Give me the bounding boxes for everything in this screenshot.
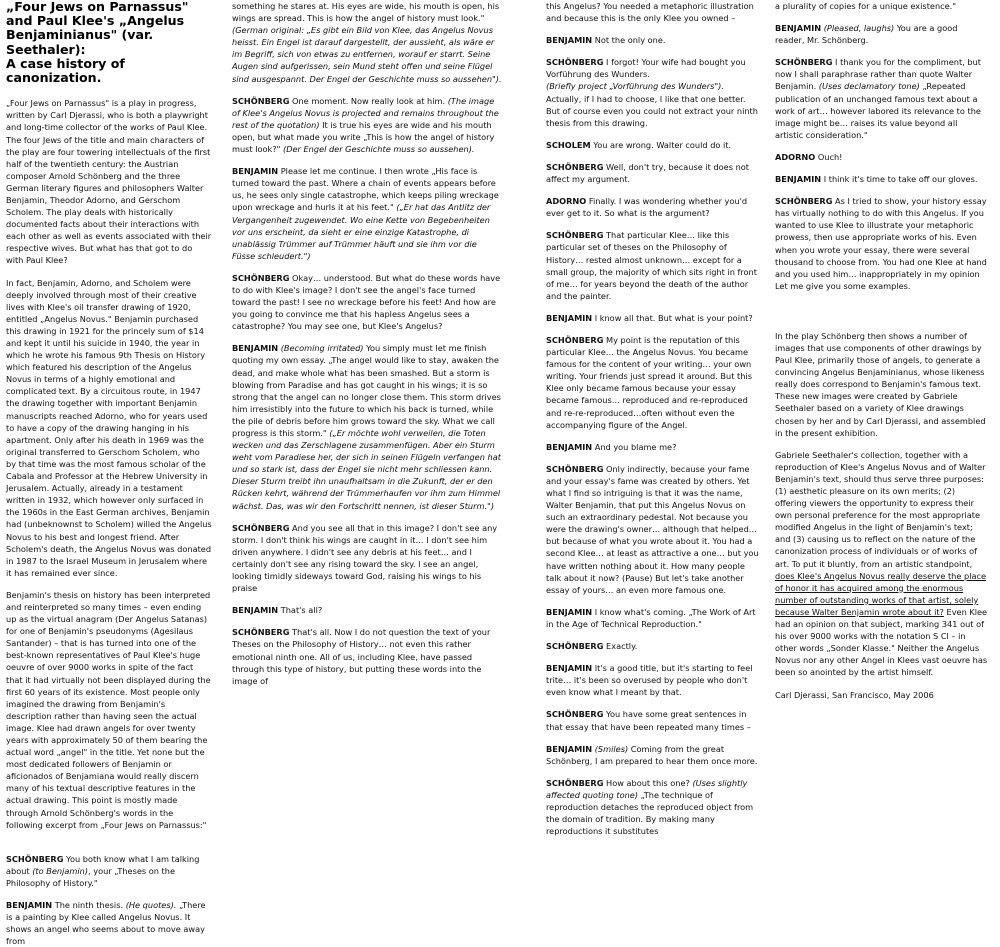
stage-direction: (to Benjamin)	[32, 865, 89, 876]
dialogue-text: Only indirectly, because your fame and your essay's fame was created by others. Yet what I find so intriguing is that it was the name, Walter Benjamin, that put this Angelus Novus on such an extraordinary pedestal. Not because you were the drawing's owner… although that helped… but because of what you wrote about it. You had a second Klee… at least as attractive a one… but you have written nothing about it. How many people talk about it now? (Pause) But let's take another essay of yours… an even more famous one.	[546, 463, 759, 595]
exhibition-paragraph: In the play Schönberg then shows a number of images that use components of other drawings by Paul Klee, primarily those of angels, to generate a convincing Angelus Benjaminianus, whose likeness really does correspond to Benjamin's famous text. These new images were created by Gabriele Seethaler based on a variety of Klee drawings chosen by her and by Carl Djerassi, and assembled in the present exhibition.	[775, 330, 986, 438]
dialogue-line	[775, 195, 988, 292]
purposes-paragraph	[775, 449, 988, 679]
paragraph-text: Gabriele Seethaler's collection, together with a reproduction of Klee's Angelus Novus and of Walter Benjamin's text, should thus serve three purposes: (1) aesthetic pleasure on its own merits; (2) offering viewers the opportunity to express their own personal preference for the most appropriate modified Angelus in the light of Benjamin's text; and (3) causing us to reflect on the nature of the canonization process of individuals or of works of art. To put it bluntly, from an artistic standpoint,	[775, 449, 986, 569]
stage-direction: (Uses slightly affected quoting tone)	[546, 777, 748, 800]
intro-paragraph: „Four Jews on Parnassus" is a play in progress, written by Carl Djerassi, who is both a playwright and long-time collector of the works of Paul Klee. The four Jews of the title and main characters of the play are four towering intellectuals of the first half of the twentieth century: the Austrian composer Arnold Schönberg and the three German literary figures and philosophers Walter Benjamin, Theodor Adorno, and Gerschom Scholem. The play deals with historically documented facts about their interactions with each other as well as events associated with their respective wives. But what has that got to do with Paul Klee?	[6, 98, 212, 266]
dialogue-continuation	[232, 0, 502, 85]
dialogue-line	[546, 463, 760, 596]
history-paragraph: In fact, Benjamin, Adorno, and Scholem were deeply involved through most of their creative lives with Klee's oil transfer drawing of 1920, entitled „Angelus Novus." Benjamin purchased this drawing in 1921 for the princely sum of $14 and kept it until his suicide in 1940, the year in which he wrote his famous 9th Thesis on History which featured his description of the Angelus Novus in terms of a highly emotional and complicated text. By a circuitous route, in 1947 the drawing together with important Benjamin manuscripts reached Adorno, who for years used to have a copy of the drawing hanging in his apartment. Only after his death in 1969 was the original transferred to Gerschom Scholem, who by that time was the most famous scholar of the Cabala and Professor at the Hebrew University in Jerusalem. Actually, already in a testament written in 1932, which however only surfaced in the 1960s in the East German archives, Benjamin had (unbeknownst to Scholem) willed the Angelus Novus to his best and longest friend. After Scholem's death, the Angelus Novus was donated in 1987 to the Israel Museum in Jerusalem where it has remained ever since.	[6, 277, 212, 578]
speaker-name: BENJAMIN	[546, 312, 593, 323]
dialogue-line	[546, 777, 760, 837]
dialogue-line	[232, 522, 502, 595]
speaker-name: BENJAMIN	[232, 605, 279, 616]
dialogue-continuation	[775, 0, 988, 12]
dialogue-text: You are a good reader, Mr. Schönberg.	[775, 23, 958, 46]
title-line-2: and Paul Klee's „Angelus	[6, 13, 185, 29]
dialogue-line	[232, 604, 502, 616]
dialogue-line	[232, 95, 502, 155]
speaker-name: BENJAMIN	[546, 743, 593, 754]
german-quote: (German original: „Es gibt ein Bild von Klee, das Angelus Novus heisst. Ein Engel ist darauf dargestellt, der aussieht, als wäre er im Begriff, sich von etwas zu entfernen, worauf er starrt. Seine Augen sind aufgerissen, sein Mund steht offen und seine Flügel sind ausgespannt. Der Engel der Geschichte muss so aussehen").	[232, 25, 502, 84]
dialogue-text: something he stares at. His eyes are wide, his mouth is open, his wings are spread. This is how the angel of history must look."	[232, 1, 500, 24]
dialogue-text: „There is a painting by Klee called Angelus Novus. It shows an angel who seems about to move away from	[6, 900, 206, 947]
dialogue-text: You have some great sentences in that essay that have been repeated many times –	[546, 709, 751, 732]
speaker-name: BENJAMIN	[775, 174, 822, 185]
dialogue-line	[232, 626, 502, 686]
dialogue-text: Coming from the great Schönberg, I am prepared to hear them once more.	[546, 743, 758, 766]
author-signature: Carl Djerassi, San Francisco, May 2006	[775, 689, 934, 700]
dialogue-text: Actually, if I had to choose, I like that one better. But of course even you could not extract your ninth thesis from this drawing.	[546, 93, 758, 128]
dialogue-text: , your „Theses on the Philosophy of History."	[6, 865, 175, 888]
dialogue-line	[546, 743, 760, 767]
speaker-name: SCHÖNBERG	[546, 641, 604, 652]
dialogue-line	[232, 272, 502, 332]
dialogue-line	[546, 139, 760, 151]
speaker-name: SCHÖNBERG	[232, 627, 290, 638]
dialogue-text: I thank you for the compliment, but now I shall paraphrase rather than quote Walter Benjamin.	[775, 57, 982, 92]
german-quote: („Er hat das Antlitz der Vergangenheit zugewendet. Wo eine Kette von Begebenheiten vor uns erscheint, da sieht er eine einzige Katastrophe, di unablässig Trümmer auf Trümmer häuft und sie ihm vor die Füsse schleudert.")	[232, 202, 491, 261]
speaker-name: SCHÖNBERG	[546, 334, 604, 345]
dialogue-text: Not the only one.	[594, 35, 666, 46]
dialogue-text: Well, don't try, because it does not affect my argument.	[546, 161, 749, 185]
thesis-paragraph: Benjamin's thesis on history has been interpreted and reinterpreted so many times – even ending up as the virtual anagram (Der Angelus Satanas) for one of Benjamin's pseudonyms (Agesilaus Santander) – that is has turned into one of the best-known representatives of Paul Klee's huge oeuvre of over 9000 works in spite of the fact that it had virtually not been displayed during the first 60 years of its existence. Most people only imagined the drawing from Benjamin's description rather than having seen the actual image. Klee had drawn angels for over twenty years with approximately 50 of them bearing the actual word „angel" in the title. Yet none but the most dedicated followers of Benjamin or aficionados of Benjamiana would really discern many of his textual descriptive features in the actual drawing. This point is mostly made through Arnold Schönberg's words in the following excerpt from „Four Jews on Parnassus:"	[6, 589, 211, 830]
dialogue-text: Please let me continue. I then wrote „His face is turned toward the past. Where a chain of events appears before us, he sees only single catastrophe, which keeps piling wreckage upon wreckage and hurls it at his feet."	[232, 166, 499, 213]
dialogue-line	[775, 22, 988, 46]
stage-direction: (Becoming irritated)	[280, 343, 364, 354]
stage-direction: (He quotes).	[125, 900, 177, 911]
speaker-name: SCHÖNBERG	[546, 709, 604, 720]
dialogue-line	[775, 173, 988, 185]
speaker-name: ADORNO	[775, 151, 816, 162]
dialogue-line	[546, 441, 760, 453]
stage-direction: (Pleased, laughs)	[823, 23, 895, 34]
speaker-name: BENJAMIN	[775, 23, 822, 34]
speaker-name: BENJAMIN	[6, 900, 53, 911]
dialogue-line	[546, 161, 760, 185]
dialogue-line	[546, 34, 760, 46]
dialogue-text: And you blame me?	[594, 441, 677, 452]
dialogue-line	[546, 229, 760, 302]
dialogue-text: It is true his eyes are wide and his mouth open, but what made you write „This is how the angel of history must look?"	[232, 119, 495, 155]
dialogue-line	[546, 640, 760, 652]
dialogue-text: My point is the reputation of this particular Klee… the Angelus Novus. You became famous for the content of your writing… your own writing. Your friends just spread it around. But this Klee only became famous because your essay became famous… reproduced and re-reproduced and re-re-reproduced…often without even the accompanying figure of the Angel.	[546, 334, 752, 430]
dialogue-text: „Repeated publication of an unchanged famous text about a work of art… however labored its relevance to the image might be… raises its value beyond all artistic consideration."	[775, 81, 981, 140]
speaker-name: SCHÖNBERG	[546, 230, 604, 241]
dialogue-line	[232, 342, 502, 511]
stage-direction: (Smiles)	[594, 743, 629, 754]
speaker-name: SCHÖNBERG	[6, 853, 64, 864]
dialogue-text: You simply must let me finish quoting my own essay. „The angel would like to stay, awaken the dead, and make whole what has been smashed. But a storm is blowing from Paradise and has got caught in his wings; it is so strong that the angel can no longer close them. This storm drives him irresistibly into the future to which his back is turned, while the pile of debris before him grows toward the sky. What we call progress is this storm."	[232, 343, 501, 438]
dialogue-text: That's all?	[280, 605, 323, 616]
dialogue-text: Exactly.	[606, 641, 638, 652]
speaker-name: SCHÖNBERG	[232, 522, 290, 533]
speaker-name: SCHÖNBERG	[232, 95, 290, 106]
dialogue-line	[775, 151, 988, 163]
column-1	[6, 0, 212, 947]
column-3	[546, 0, 760, 907]
paragraph-text: Even Klee had an opinion on that subject, marking 341 out of his over 9000 works with the notation S Cl – in other words „Sonder Klasse." Neither the Angelus Novus nor any other Angel in Klees vast oeuvre has been so anointed by the artist himself.	[775, 606, 988, 678]
dialogue-line	[546, 312, 760, 324]
speaker-name: SCHÖNBERG	[546, 57, 604, 68]
dialogue-line	[546, 195, 760, 219]
dialogue-text: It's a good title, but it's starting to feel trite… it's been so overused by people who don't even know what I meant by that.	[546, 663, 753, 698]
dialogue-text: Finally. I was wondering whether you'd ever get to it. So what is the argument?	[546, 196, 748, 219]
speaker-name: SCHÖNBERG	[546, 777, 604, 788]
dialogue-text: „The technique of reproduction detaches the reproduced object from the domain of tradition. By making many reproductions it substitutes	[546, 789, 754, 837]
speaker-name: BENJAMIN	[232, 166, 279, 177]
stage-direction: (The image of Klee's Angelus Novus is projected and remains throughout the rest of the quotation)	[232, 95, 499, 130]
stage-direction: (Uses declamatory tone)	[818, 81, 920, 92]
speaker-name: SCHÖNBERG	[546, 463, 604, 474]
speaker-name: BENJAMIN	[546, 35, 593, 46]
dialogue-continuation	[546, 0, 760, 24]
speaker-name: BENJAMIN	[546, 441, 593, 452]
dialogue-line	[546, 662, 760, 698]
dialogue-line	[546, 334, 760, 431]
title-line-1: „Four Jews on Parnassus"	[6, 0, 189, 14]
dialogue-text: I forgot! Your wife had bought you Vorführung des Wunders.	[546, 57, 746, 80]
dialogue-line	[232, 165, 502, 262]
speaker-name: SCHÖNBERG	[775, 57, 833, 68]
dialogue-text: You both know what I am talking about	[6, 853, 200, 876]
german-quote: (Der Engel der Geschichte muss so aussehen).	[283, 144, 475, 155]
dialogue-text: I think it's time to take off our gloves.	[823, 174, 978, 185]
stage-direction: (Briefly project „Vorführung des Wunders").	[546, 81, 724, 92]
dialogue-text: You are wrong. Walter could do it.	[593, 139, 732, 150]
title-line-4: A case history of canonization.	[6, 55, 125, 86]
dialogue-text: How about this one?	[606, 777, 690, 788]
speaker-name: BENJAMIN	[546, 663, 593, 674]
dialogue-text: As I tried to show, your history essay has virtually nothing to do with this Angelus. If you wanted to use Klee to illustrate your metaphoric prowess, then use appropriate works of his. Even when you wrote your essay, there were several thousand to choose from. You had one Klee at hand and you used him… inappropriately in my opinion Let me give you some examples.	[775, 196, 987, 291]
column-4	[775, 0, 988, 907]
dialogue-text: Okay… understood. But what do these words have to do with Klee's image? I don't see the angel's face turned toward the past! I see no wreckage before his feet! And how are you going to convince me that his hapless Angelus sees a catastrophe? You may see one, but Klee's Angelus?	[232, 272, 501, 332]
dialogue-text: The ninth thesis.	[54, 900, 124, 911]
article-title	[6, 0, 212, 85]
dialogue-text: One moment. Now really look at him.	[292, 95, 446, 106]
dialogue-line	[775, 56, 988, 141]
dialogue-line	[546, 56, 760, 129]
dialogue-text: Ouch!	[817, 151, 843, 162]
speaker-name: SCHÖNBERG	[232, 272, 290, 283]
dialogue-text: I know all that. But what is your point?	[594, 312, 753, 323]
dialogue-line	[546, 606, 760, 630]
dialogue-text: I know what's coming. „The Work of Art in the Age of Technical Reproduction."	[546, 606, 756, 629]
speaker-name: SCHOLEM	[546, 139, 591, 150]
speaker-name: BENJAMIN	[546, 606, 593, 617]
key-question: does Klee's Angelus Novus really deserve the place of honor it has acquired among the enormous number of outstanding works of that artist, solely because Walter Benjamin wrote about it?	[775, 570, 987, 617]
german-quote: („Er möchte wohl verweilen, die Toten wecken und das Zerschlagene zusammenfügen. Aber ein Sturm weht vom Paradiese her, der sich in seinen Flügeln verfangen hat und so stark ist, dass der Engel sie nicht mehr schliessen kann. Dieser Sturm treibt ihn unaufhaltsam in die Zukunft, der er den Rücken kehrt, während der Trümmerhaufen vor ihm zum Himmel wächst. Das, was wir den Fortschritt nennen, ist dieser Sturm.")	[232, 428, 501, 511]
speaker-name: ADORNO	[546, 196, 587, 207]
speaker-name: BENJAMIN	[232, 343, 279, 354]
dialogue-text: this Angelus? You needed a metaphoric illustration and because this is the only Klee you owned –	[546, 1, 754, 24]
dialogue-text: a plurality of copies for a unique existence."	[775, 1, 957, 11]
dialogue-line	[546, 708, 760, 732]
dialogue-text: And you see all that in this image? I don't see any storm. I don't think his wings are caught in it… I don't see him driven anywhere. I didn't see any debris at his feet… and I certainly don't see any rising toward the sky. I see an angel, looking timidly sideways toward God, raising his wings to his praise	[232, 522, 498, 594]
dialogue-text: That's all. Now I do not question the text of your Theses on the Philosophy of History… not even this rather emotional ninth one. All of us, including Klee, have passed through this type of history, but putting these words into the image of	[232, 627, 491, 686]
title-line-3: Benjaminianus" (var. Seethaler):	[6, 27, 154, 57]
column-2	[232, 0, 502, 907]
dialogue-text: That particular Klee… like this particular set of theses on the Philosophy of History… rested almost unknown… except for a small group, the majority of which sits right in front of me… for years beyond the death of the author and the painter.	[546, 230, 757, 301]
speaker-name: SCHÖNBERG	[775, 196, 833, 207]
speaker-name: SCHÖNBERG	[546, 161, 604, 172]
dialogue-line	[6, 899, 212, 947]
dialogue-line	[6, 853, 212, 889]
